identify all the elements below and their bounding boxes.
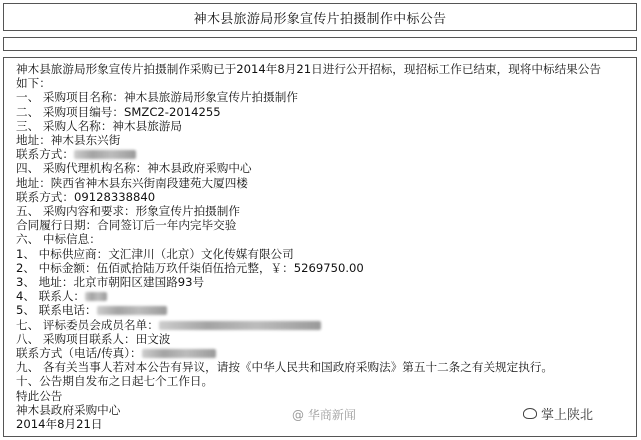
redacted-phone-blur [142, 349, 216, 358]
body-line-supplier: 1、 中标供应商：文汇津川（北京）文化传媒有限公司 [16, 246, 294, 261]
redacted-names-blur [159, 321, 321, 330]
body-line-project-contact: 八、 采购项目联系人：田文波 [16, 331, 171, 346]
body-line-supplier-contact [16, 289, 630, 303]
body-line-content: 五、 采购内容和要求：形象宣传片拍摄制作 [16, 204, 240, 219]
body-line-agency-name: 四、 采购代理机构名称：神木县政府采购中心 [16, 161, 252, 176]
supplier-phone-label: 5、 联系电话： [16, 303, 97, 318]
watermark-right [523, 404, 593, 423]
body-line-objection: 九、 各有关当事人若对本公告有异议，请按《中华人民共和国政府采购法》第五十二条之有关规定执行。 [16, 360, 554, 375]
body-line-intro: 神木县旅游局形象宣传片拍摄制作采购已于2014年8月21日进行公开招标，现招标工作已结束，现将中标结果公告 [16, 62, 601, 76]
redacted-phone-blur [74, 150, 136, 159]
purchaser-contact-label: 联系方式： [16, 147, 74, 162]
announcement-body [3, 57, 637, 437]
wechat-icon [523, 408, 537, 419]
body-line-amount: 2、 中标金额：伍佰贰拾陆万玖仟柒佰伍拾元整，￥：5269750.00 [16, 260, 364, 275]
body-line-project-number: 二、 采购项目编号：SMZC2-2014255 [16, 104, 221, 119]
body-line-supplier-phone [16, 303, 630, 317]
body-line-project-name: 一、 采购项目名称：神木县旅游局形象宣传片拍摄制作 [16, 90, 298, 105]
body-line-closing: 特此公告 [16, 388, 63, 403]
body-line-committee [16, 318, 630, 332]
project-contact-phone-label: 联系方式（电话/传真）： [16, 346, 142, 361]
body-line-date: 2014年8月21日 [16, 417, 103, 432]
body-line-purchaser-address: 地址：神木县东兴街 [16, 133, 121, 148]
body-line-agency-address: 地址：陕西省神木县东兴街南段建苑大厦四楼 [16, 175, 248, 190]
body-line-intro-cont: 如下： [16, 76, 51, 91]
body-line-purchaser-contact [16, 147, 630, 161]
body-line-award-heading: 六、 中标信息： [16, 232, 101, 247]
announcement-title: 神木县旅游局形象宣传片拍摄制作中标公告 [3, 3, 637, 31]
redacted-phone-blur [97, 306, 167, 315]
body-line-purchaser-name: 三、 采购人名称：神木县旅游局 [16, 118, 182, 133]
body-line-contract-date: 合同履行日期：合同签订后一年内完毕交验 [16, 218, 237, 233]
watermark-left: @ 华商新闻 [292, 408, 356, 422]
body-line-supplier-address: 3、 地址：北京市朝阳区建国路93号 [16, 275, 205, 290]
body-line-notice-period: 十、公告期自发布之日起七个工作日。 [16, 374, 214, 389]
body-line-agency-contact: 联系方式：09128338840 [16, 189, 156, 204]
body-line-signature: 神木县政府采购中心 [16, 402, 121, 417]
body-line-project-contact-phone [16, 346, 630, 360]
title-spacer-row [3, 37, 637, 51]
redacted-name-blur [85, 292, 107, 301]
watermark-right-text: 掌上陕北 [541, 408, 594, 423]
supplier-contact-label: 4、 联系人： [16, 289, 86, 304]
committee-label: 七、 评标委员会成员名单： [16, 317, 159, 332]
